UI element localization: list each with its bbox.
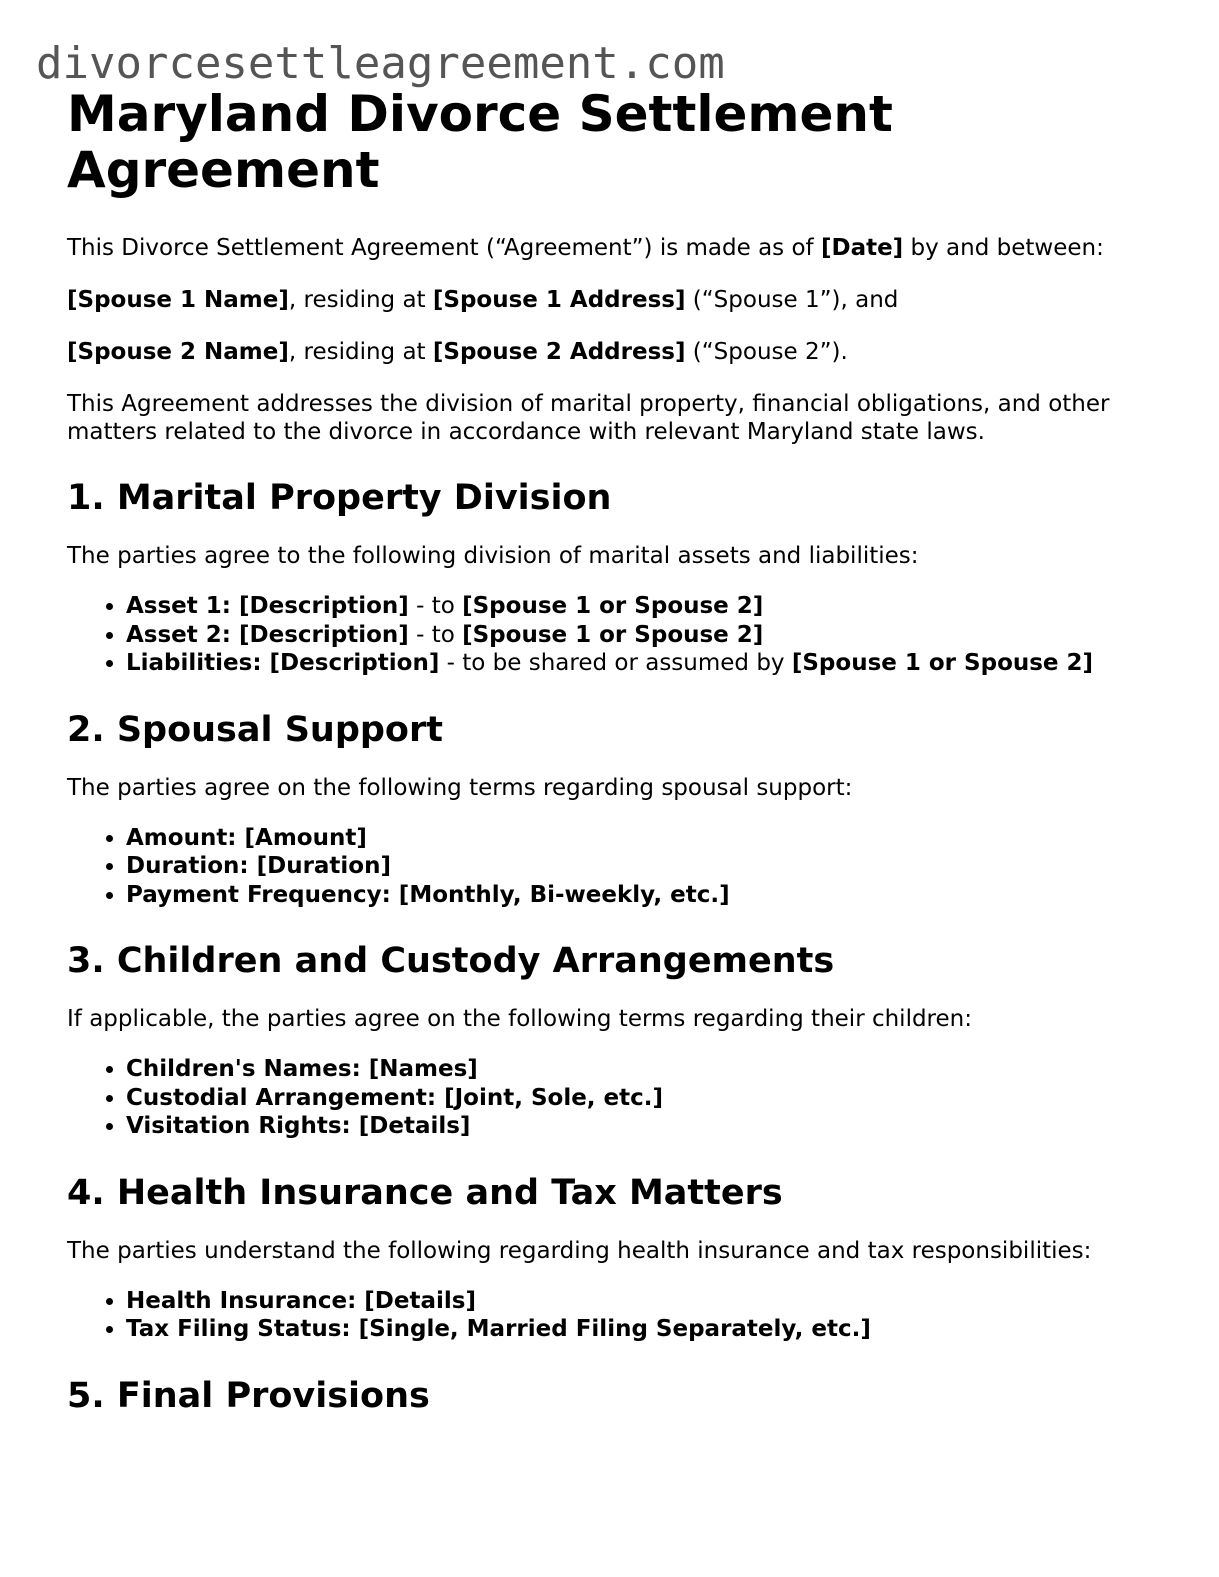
spouse-1-mid: , residing at — [288, 287, 433, 313]
spouse-1-address: [Spouse 1 Address] — [432, 287, 686, 313]
item-label: Tax Filing Status: [Single, Married Filing Separately, etc.] — [126, 1316, 871, 1342]
item-mid: - to — [408, 621, 463, 648]
item-mid: - to — [408, 593, 463, 619]
item-label: Children's Names: [Names] — [126, 1056, 478, 1082]
date-placeholder: [Date] — [820, 235, 904, 261]
spouse-1-line — [67, 286, 1167, 314]
section-list — [67, 592, 1167, 678]
item-label: Amount: [Amount] — [126, 824, 367, 851]
section-heading: 3. Children and Custody Arrangements — [67, 941, 835, 981]
list-item — [126, 1287, 1167, 1316]
intro-text-after: by and between: — [903, 235, 1104, 261]
page-title: Maryland Divorce Settlement Agreement — [67, 85, 893, 199]
item-mid: - to be shared or assumed by — [439, 650, 792, 676]
list-item — [126, 592, 1167, 621]
section-list — [67, 1287, 1167, 1344]
section-heading: 5. Final Provisions — [67, 1375, 430, 1416]
spouse-2-after: (“Spouse 2”). — [685, 339, 848, 365]
list-item — [126, 1055, 1167, 1084]
item-label: Duration: [Duration] — [126, 853, 391, 879]
list-item — [126, 1112, 1167, 1141]
list-item — [126, 1084, 1167, 1113]
list-item — [126, 649, 1167, 678]
item-label: Asset 2: [Description] — [126, 621, 409, 648]
document-body — [67, 86, 1167, 1418]
item-label: Payment Frequency: [Monthly, Bi-weekly, etc.] — [126, 881, 730, 908]
spouse-2-line — [67, 338, 1167, 366]
spouse-2-mid: , residing at — [288, 339, 433, 365]
item-label: Custodial Arrangement: [Joint, Sole, etc.] — [126, 1084, 664, 1111]
list-item — [126, 824, 1167, 853]
purpose-paragraph: This Agreement addresses the division of marital property, financial obligations, and other matters related to the divorce in accordance with relevant Maryland state laws. — [67, 391, 1110, 445]
item-label: Liabilities: [Description] — [126, 650, 440, 676]
section-lead: The parties understand the following regarding health insurance and tax responsibilities: — [67, 1237, 1092, 1264]
watermark: divorcesettleagreement.com — [36, 38, 725, 89]
spouse-1-after: (“Spouse 1”), and — [685, 287, 899, 313]
section-heading: 2. Spousal Support — [67, 709, 443, 750]
list-item — [126, 621, 1167, 650]
item-tail: [Spouse 1 or Spouse 2] — [462, 593, 764, 619]
intro-paragraph — [67, 234, 1167, 262]
item-tail: [Spouse 1 or Spouse 2] — [462, 621, 764, 648]
item-label: Visitation Rights: [Details] — [126, 1113, 471, 1139]
list-item — [126, 852, 1167, 881]
spouse-2-address: [Spouse 2 Address] — [432, 339, 686, 365]
section-lead: The parties agree on the following terms regarding spousal support: — [67, 774, 853, 801]
list-item — [126, 881, 1167, 910]
section-lead: If applicable, the parties agree on the following terms regarding their children: — [67, 1006, 972, 1032]
section-list — [67, 824, 1167, 910]
item-label: Health Insurance: [Details] — [126, 1287, 476, 1314]
section-list — [67, 1055, 1167, 1141]
spouse-2-name: [Spouse 2 Name] — [67, 339, 289, 365]
list-item — [126, 1315, 1167, 1344]
item-label: Asset 1: [Description] — [126, 593, 409, 619]
item-tail: [Spouse 1 or Spouse 2] — [791, 650, 1094, 676]
section-heading: 4. Health Insurance and Tax Matters — [67, 1172, 783, 1213]
section-heading: 1. Marital Property Division — [67, 478, 612, 518]
spouse-1-name: [Spouse 1 Name] — [67, 287, 289, 313]
intro-text-before: This Divorce Settlement Agreement (“Agreement”) is made as of — [67, 235, 821, 261]
section-lead: The parties agree to the following division of marital assets and liabilities: — [67, 543, 919, 569]
